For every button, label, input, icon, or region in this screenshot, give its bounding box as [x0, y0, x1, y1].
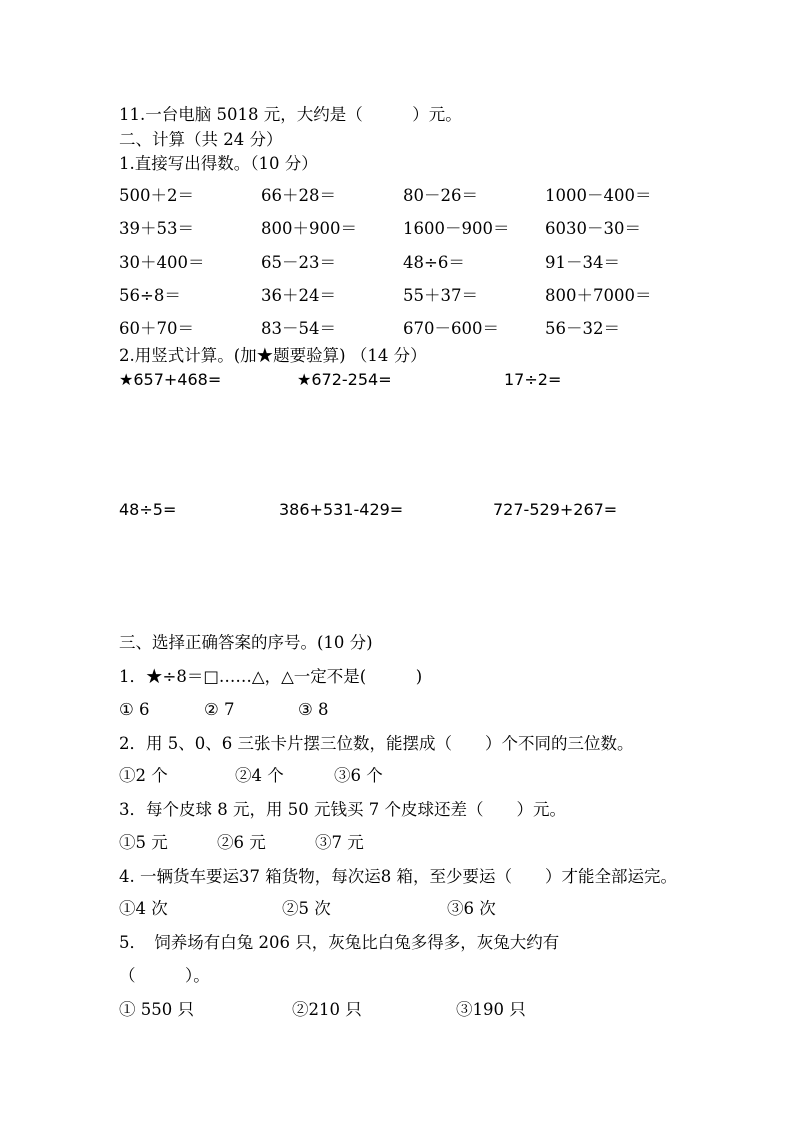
option: ① 6 [119, 700, 150, 719]
calc-item: 39＋53＝ [119, 219, 194, 238]
option: ②6 元 [217, 833, 266, 852]
question-5-line-2: （ ）。 [119, 966, 210, 985]
calc-item: 1600－900＝ [403, 219, 510, 238]
option: ②4 个 [235, 766, 284, 785]
vertical-calc-item: 386+531-429= [279, 500, 404, 519]
vertical-calc-item: 727-529+267= [493, 500, 618, 519]
option: ①4 次 [119, 899, 168, 918]
option: ③190 只 [456, 1000, 526, 1019]
option: ①2 个 [119, 766, 168, 785]
calc-item: 500＋2＝ [119, 186, 194, 205]
calc-item: 800＋900＝ [261, 219, 357, 238]
question-text: 1．★÷8＝□……△，△一定不是( ) [119, 667, 423, 686]
calc-item: 670－600＝ [403, 319, 499, 338]
vertical-calc-item: ★657+468= [119, 370, 222, 389]
calc-item: 60＋70＝ [119, 319, 194, 338]
calc-item: 91－34＝ [545, 253, 620, 272]
calc-item: 55＋37＝ [403, 286, 478, 305]
option: ③6 个 [334, 766, 383, 785]
calc-item: 800＋7000＝ [545, 286, 652, 305]
vertical-calc-item: ★672-254= [297, 370, 392, 389]
vertical-calc-item: 17÷2= [504, 370, 562, 389]
section-3-title: 三、选择正确答案的序号。(10 分) [119, 633, 373, 652]
option: ③ 8 [298, 700, 329, 719]
option: ②210 只 [292, 1000, 362, 1019]
calc-item: 48÷6＝ [403, 253, 465, 272]
calc-item: 80－26＝ [403, 186, 478, 205]
option: ① 550 只 [119, 1000, 194, 1019]
calc-item: 56－32＝ [545, 319, 620, 338]
option: ② 7 [204, 700, 235, 719]
question-text: 2．用 5、0、6 三张卡片摆三位数，能摆成（ ）个不同的三位数。 [119, 734, 634, 753]
calc-item: 1000－400＝ [545, 186, 652, 205]
question-text: 3．每个皮球 8 元，用 50 元钱买 7 个皮球还差（ ）元。 [119, 800, 566, 819]
calc-item: 65－23＝ [261, 253, 336, 272]
calc-item: 6030－30＝ [545, 219, 641, 238]
calc-item: 30＋400＝ [119, 253, 205, 272]
option: ③6 次 [447, 899, 496, 918]
option: ①5 元 [119, 833, 168, 852]
question-11: 11.一台电脑 5018 元，大约是（ ）元。 [119, 105, 462, 124]
part-1-title: 1.直接写出得数。（10 分） [119, 154, 318, 173]
calc-item: 83－54＝ [261, 319, 336, 338]
option: ②5 次 [282, 899, 331, 918]
section-2-title: 二、计算（共 24 分） [119, 130, 283, 149]
question-5-line-1: 5． 饲养场有白兔 206 只，灰兔比白兔多得多，灰兔大约有 [119, 933, 560, 952]
calc-item: 66＋28＝ [261, 186, 336, 205]
vertical-calc-item: 48÷5= [119, 500, 177, 519]
question-text: 4. 一辆货车要运37 箱货物，每次运8 箱，至少要运（ ）才能全部运完。 [119, 867, 677, 886]
option: ③7 元 [315, 833, 364, 852]
calc-item: 36＋24＝ [261, 286, 336, 305]
part-2-title: 2.用竖式计算。(加★题要验算) （14 分） [119, 346, 427, 365]
calc-item: 56÷8＝ [119, 286, 181, 305]
